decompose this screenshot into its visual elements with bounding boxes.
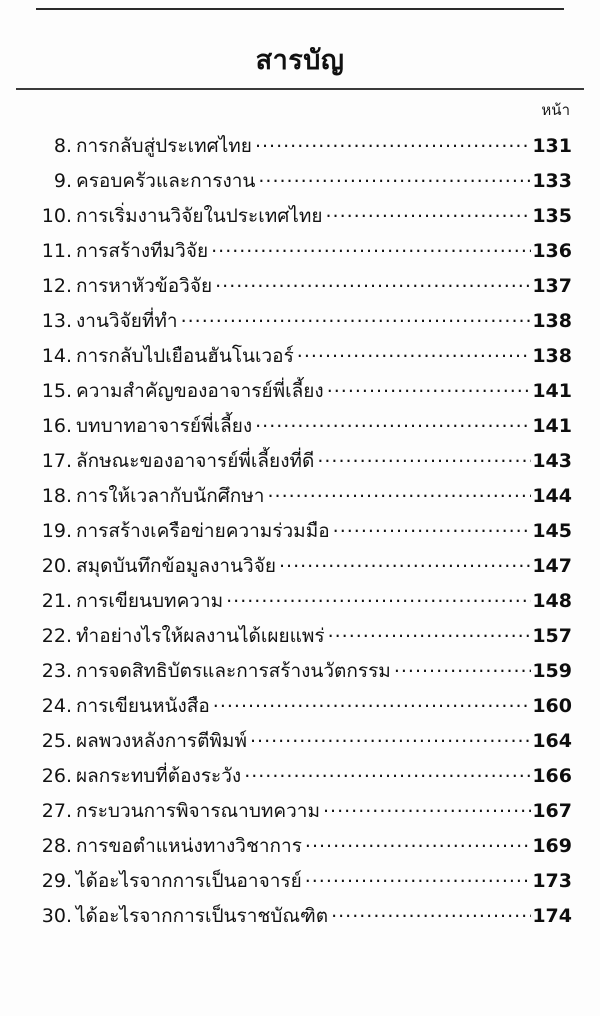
- toc-entry[interactable]: [30, 168, 572, 203]
- toc-entry[interactable]: [30, 483, 572, 518]
- toc-entry-label: การสร้างทีมวิจัย: [76, 240, 209, 262]
- toc-entry-page: 167: [532, 800, 572, 822]
- toc-entry-label: การเริ่มงานวิจัยในประเทศไทย: [76, 205, 323, 227]
- toc-entry-number: 29.: [41, 870, 72, 892]
- toc-entry-number: 15.: [41, 380, 72, 402]
- toc-entry-number: 22.: [41, 625, 72, 647]
- toc-entry[interactable]: [30, 903, 572, 938]
- toc-entry-number: 20.: [41, 555, 72, 577]
- toc-entry-label: สมุดบันทึกข้อมูลงานวิจัย: [76, 555, 276, 577]
- toc-entry-number: 18.: [41, 485, 72, 507]
- toc-entry[interactable]: [30, 203, 572, 238]
- toc-entry-number: 16.: [41, 415, 72, 437]
- toc-entry[interactable]: [30, 798, 572, 833]
- toc-entry-page: 173: [532, 870, 572, 892]
- toc-entry-page: 138: [532, 345, 572, 367]
- toc-entry-page: 133: [532, 170, 572, 192]
- toc-leader-dots: [181, 308, 531, 327]
- toc-leader-dots: [328, 623, 531, 642]
- toc-entry-page: 141: [532, 380, 572, 402]
- toc-entry[interactable]: [30, 693, 572, 728]
- toc-entry[interactable]: [30, 448, 572, 483]
- toc-entry[interactable]: [30, 868, 572, 903]
- toc-entry-number: 19.: [41, 520, 72, 542]
- toc-entry-page: 143: [532, 450, 572, 472]
- toc-leader-dots: [258, 168, 531, 187]
- toc-leader-dots: [394, 658, 531, 677]
- toc-entry-number: 24.: [41, 695, 72, 717]
- toc-entry[interactable]: [30, 518, 572, 553]
- toc-entry-number: 30.: [41, 905, 72, 927]
- toc-entry-page: 138: [532, 310, 572, 332]
- toc-leader-dots: [305, 868, 531, 887]
- toc-entry-label: การจดสิทธิบัตรและการสร้างนวัตกรรม: [76, 660, 391, 682]
- toc-leader-dots: [255, 413, 531, 432]
- toc-entry-number: 13.: [41, 310, 72, 332]
- toc-entry[interactable]: [30, 413, 572, 448]
- toc-entry-number: 17.: [41, 450, 72, 472]
- toc-entry-number: 23.: [41, 660, 72, 682]
- table-of-contents: [30, 133, 572, 938]
- toc-entry[interactable]: [30, 238, 572, 273]
- toc-entry-page: 160: [532, 695, 572, 717]
- toc-entry-page: 174: [532, 905, 572, 927]
- toc-entry-number: 12.: [41, 275, 72, 297]
- title-divider: [16, 88, 584, 90]
- toc-entry-label: ความสำคัญของอาจารย์พี่เลี้ยง: [76, 380, 324, 402]
- toc-entry-number: 10.: [41, 205, 72, 227]
- toc-entry-page: 166: [532, 765, 572, 787]
- toc-entry-page: 131: [532, 135, 572, 157]
- toc-leader-dots: [244, 763, 531, 782]
- toc-entry-label: บทบาทอาจารย์พี่เลี้ยง: [76, 415, 253, 437]
- toc-entry[interactable]: [30, 658, 572, 693]
- toc-leader-dots: [317, 448, 531, 467]
- toc-entry-label: การเขียนบทความ: [76, 590, 224, 612]
- page-column-header: หน้า: [541, 101, 570, 119]
- toc-entry-page: 135: [532, 205, 572, 227]
- toc-entry-number: 8.: [53, 135, 72, 157]
- toc-entry-number: 11.: [41, 240, 72, 262]
- toc-entry-number: 14.: [41, 345, 72, 367]
- toc-entry-page: 148: [532, 590, 572, 612]
- page-title: สารบัญ: [255, 45, 345, 76]
- toc-entry[interactable]: [30, 273, 572, 308]
- toc-entry-label: ทำอย่างไรให้ผลงานได้เผยแพร่: [76, 625, 325, 647]
- toc-leader-dots: [326, 203, 532, 222]
- toc-entry[interactable]: [30, 623, 572, 658]
- toc-leader-dots: [305, 833, 531, 852]
- toc-entry[interactable]: [30, 833, 572, 868]
- toc-entry-label: ได้อะไรจากการเป็นอาจารย์: [76, 870, 302, 892]
- toc-entry-label: การกลับไปเยือนฮันโนเวอร์: [76, 345, 294, 367]
- toc-entry-page: 141: [532, 415, 572, 437]
- toc-entry-label: กระบวนการพิจารณาบทความ: [76, 800, 320, 822]
- toc-entry-page: 164: [532, 730, 572, 752]
- toc-entry-label: การสร้างเครือข่ายความร่วมมือ: [76, 520, 330, 542]
- toc-entry[interactable]: [30, 378, 572, 413]
- toc-entry-number: 21.: [41, 590, 72, 612]
- toc-leader-dots: [279, 553, 531, 572]
- toc-leader-dots: [323, 798, 531, 817]
- toc-leader-dots: [213, 693, 531, 712]
- toc-entry-page: 145: [532, 520, 572, 542]
- toc-entry-label: ลักษณะของอาจารย์พี่เลี้ยงที่ดี: [76, 450, 315, 472]
- toc-entry[interactable]: [30, 728, 572, 763]
- toc-leader-dots: [333, 518, 531, 537]
- toc-leader-dots: [250, 728, 531, 747]
- toc-entry-page: 136: [532, 240, 572, 262]
- top-divider: [36, 8, 564, 10]
- toc-leader-dots: [327, 378, 531, 397]
- toc-entry-label: การให้เวลากับนักศึกษา: [76, 485, 265, 507]
- toc-entry-label: การกลับสู่ประเทศไทย: [76, 135, 252, 157]
- toc-entry[interactable]: [30, 553, 572, 588]
- toc-entry-page: 169: [532, 835, 572, 857]
- toc-leader-dots: [267, 483, 531, 502]
- toc-entry-number: 9.: [53, 170, 72, 192]
- toc-entry-number: 28.: [41, 835, 72, 857]
- toc-leader-dots: [331, 903, 531, 922]
- toc-entry-number: 27.: [41, 800, 72, 822]
- toc-leader-dots: [297, 343, 531, 362]
- toc-entry[interactable]: [30, 588, 572, 623]
- toc-entry-label: ครอบครัวและการงาน: [76, 170, 256, 192]
- toc-entry-page: 137: [532, 275, 572, 297]
- toc-entry-page: 159: [532, 660, 572, 682]
- toc-entry[interactable]: [30, 308, 572, 343]
- toc-entry-number: 26.: [41, 765, 72, 787]
- toc-entry-page: 157: [532, 625, 572, 647]
- toc-leader-dots: [215, 273, 531, 292]
- toc-leader-dots: [211, 238, 531, 257]
- toc-entry[interactable]: [30, 343, 572, 378]
- toc-entry[interactable]: [30, 133, 572, 168]
- toc-leader-dots: [226, 588, 531, 607]
- toc-entry-label: การเขียนหนังสือ: [76, 695, 210, 717]
- toc-entry-number: 25.: [41, 730, 72, 752]
- toc-entry-label: ได้อะไรจากการเป็นราชบัณฑิต: [76, 905, 329, 927]
- toc-leader-dots: [255, 133, 531, 152]
- toc-entry-page: 144: [532, 485, 572, 507]
- toc-entry-page: 147: [532, 555, 572, 577]
- toc-entry-label: งานวิจัยที่ทำ: [76, 310, 178, 332]
- toc-entry-label: การขอตำแหน่งทางวิชาการ: [76, 835, 302, 857]
- toc-entry-label: ผลกระทบที่ต้องระวัง: [76, 765, 242, 787]
- toc-entry-label: การหาหัวข้อวิจัย: [76, 275, 213, 297]
- toc-entry[interactable]: [30, 763, 572, 798]
- toc-entry-label: ผลพวงหลังการตีพิมพ์: [76, 730, 247, 752]
